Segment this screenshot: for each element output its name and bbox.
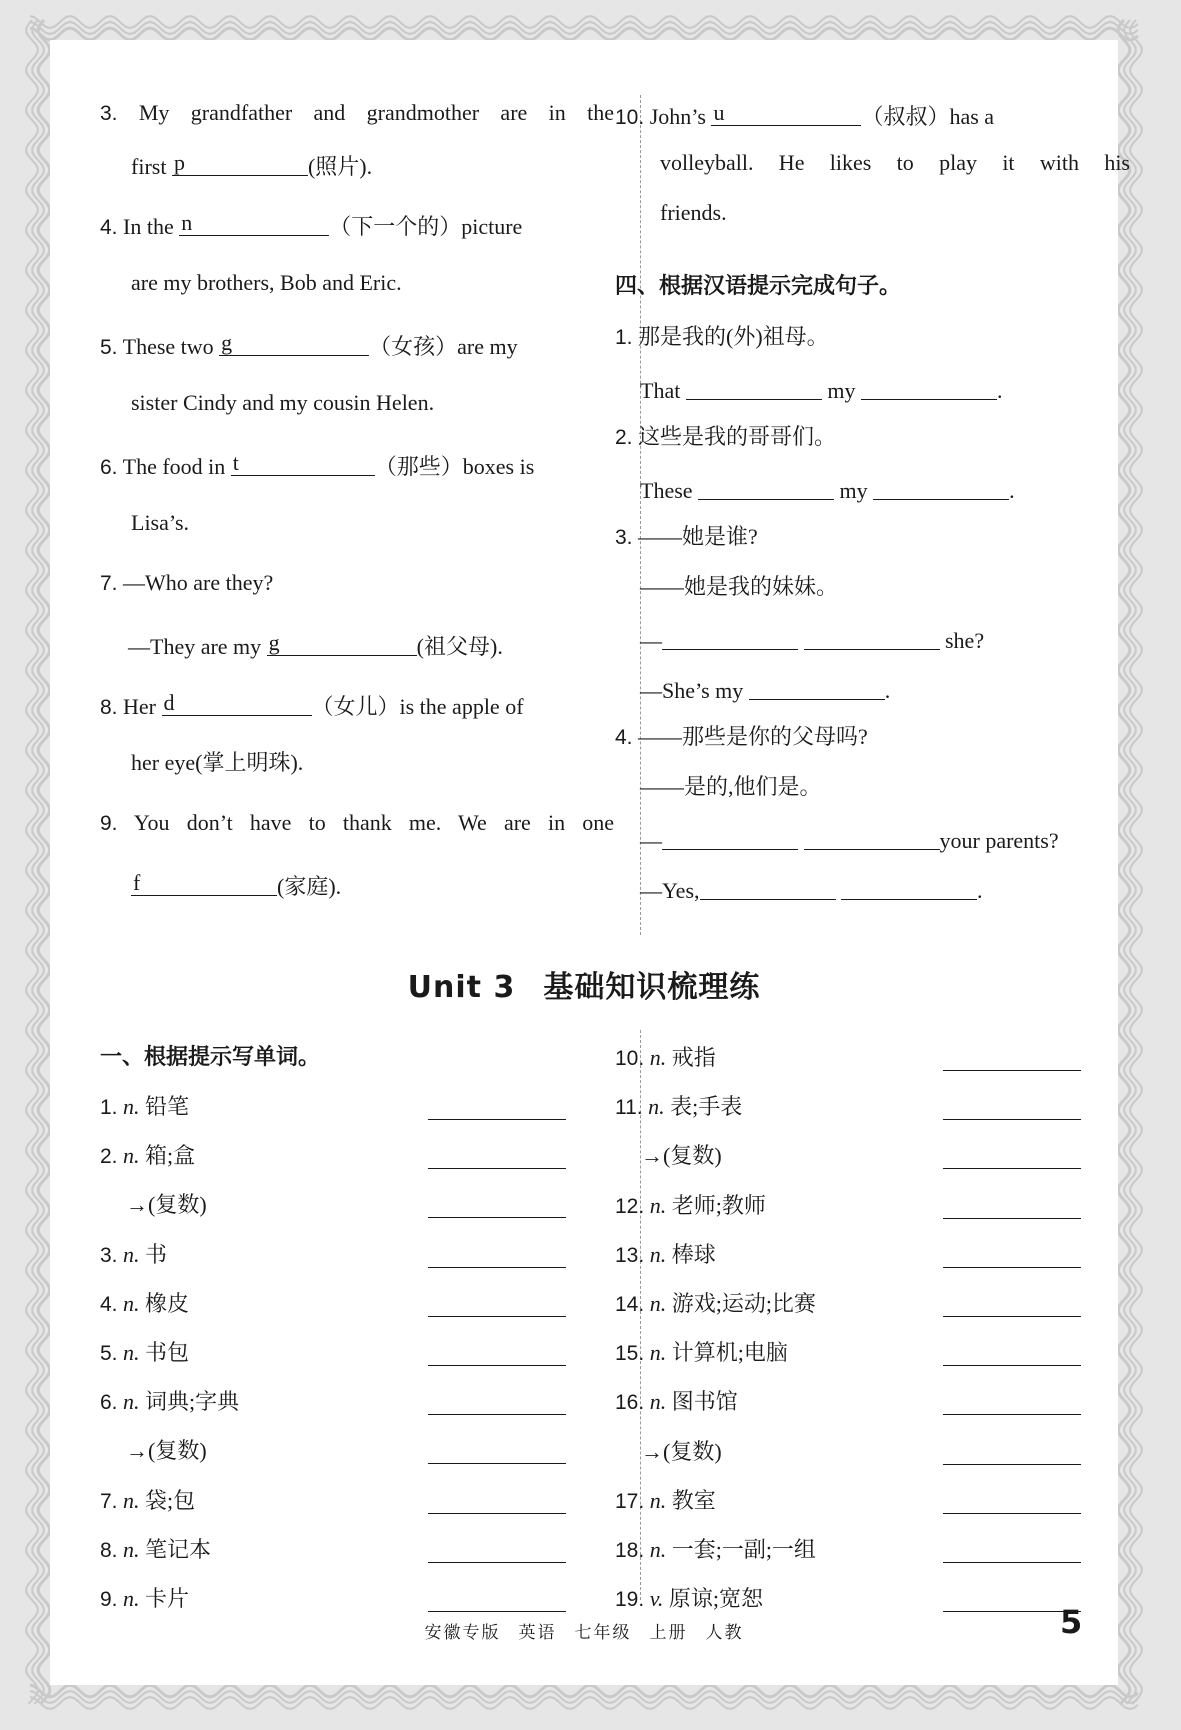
word-hint: 戒指 [671,1045,716,1070]
page-footer: 安徽专版 英语 七年级 上册 人教 [424,1623,744,1643]
word-hint: 游戏;运动;比赛 [671,1291,816,1316]
word-item [615,1092,742,1123]
s4-item-3-en2: —She’s my . [640,672,890,706]
s4-item-3-en1: — she? [640,622,984,656]
section-4-title: 四、根据汉语提示完成句子。 [615,274,902,299]
item-number: 12. [615,1194,645,1218]
item-4-line2: are my brothers, Bob and Eric. [131,270,402,295]
item-9-line2: f (家庭). [133,870,342,899]
word-item [100,1387,239,1418]
answer-blank[interactable] [231,450,375,476]
answer-blank[interactable] [428,1462,566,1464]
answer-blank[interactable] [662,824,798,850]
answer-blank[interactable] [943,1167,1081,1169]
answer-blank[interactable] [943,1413,1081,1415]
part-of-speech: n. [649,1291,667,1316]
answer-blank[interactable] [267,630,417,656]
item-number: 4. [100,1292,118,1316]
item-4-line1: 4. In the n （下一个的）picture [100,210,523,239]
item-number: 19. [615,1588,645,1612]
answer-blank[interactable] [943,1217,1081,1219]
answer-blank[interactable] [662,624,798,650]
item-number: 6. [100,1391,118,1415]
part-of-speech: n. [123,1290,140,1316]
answer-blank[interactable] [428,1216,566,1218]
item-number: 13. [615,1243,645,1267]
word-item [100,1338,189,1369]
s4-item-3-cn: 3. ——她是谁? [615,524,758,549]
item-9-line1: 9. You don’t have to thank me. We are in one [100,810,614,835]
word-item [641,1437,722,1467]
word-hint: 笔记本 [145,1536,212,1562]
item-7-line1: 7. —Who are they? [100,570,274,595]
word-item [100,1584,189,1615]
worksheet-page [50,40,1130,1685]
word-hint: 一套;一副;一组 [671,1537,816,1562]
word-item [615,1191,766,1222]
word-item [615,1486,716,1517]
item-number: 9. [100,1588,118,1611]
item-6-line2: Lisa’s. [131,510,190,535]
item-number: 17. [615,1489,645,1513]
part-of-speech: n. [123,1143,140,1169]
part-of-speech: n. [649,1487,667,1513]
answer-blank[interactable] [428,1167,566,1169]
word-item [100,1141,195,1172]
word-hint: 教室 [671,1487,716,1513]
answer-blank[interactable] [711,100,861,126]
answer-blank[interactable] [428,1118,566,1120]
word-item [615,1240,716,1271]
word-hint: 老师;教师 [671,1192,766,1218]
answer-blank[interactable] [428,1561,566,1563]
part-of-speech: n. [649,1192,667,1218]
s4-item-4-en2: —Yes, . [640,872,983,906]
s4-item-1-en: That my . [640,372,1002,406]
word-hint: →(复数) [641,1143,722,1169]
word-hint: 棒球 [671,1241,716,1267]
word-hint: 箱;盒 [145,1143,196,1169]
word-hint: 卡片 [145,1586,190,1611]
word-hint: 书包 [145,1340,190,1365]
part-of-speech: n. [648,1094,665,1120]
answer-blank[interactable] [428,1413,566,1415]
unit-title: Unit 3 基础知识梳理练 [407,970,761,1005]
word-item [100,1486,195,1517]
word-hint: →(复数) [126,1438,207,1464]
s4-item-4-cn2: ——是的,他们是。 [640,774,822,799]
answer-blank[interactable] [179,210,329,236]
s4-item-2-en: These my . [640,472,1015,506]
word-hint: 表;手表 [670,1094,743,1120]
item-number: 15. [615,1342,645,1366]
answer-blank[interactable] [943,1561,1081,1563]
s4-item-4-cn: 4. ——那些是你的父母吗? [615,724,868,749]
item-8-line2: her eye(掌上明珠). [131,750,304,775]
answer-blank[interactable] [804,624,940,650]
answer-blank[interactable] [698,474,834,500]
item-number: 5. [100,1342,118,1365]
part-of-speech: n. [123,1586,140,1611]
item-number: 7. [100,1489,118,1513]
column-divider-top [640,95,641,935]
frame-wave [30,1685,1138,1697]
item-number: 14. [615,1293,645,1316]
item-7-line2: —They are my g (祖父母). [128,630,503,659]
part-of-speech: n. [123,1094,140,1119]
item-number: 8. [100,1538,118,1562]
item-10-line1: 10. John’s u （叔叔）has a [615,100,995,129]
s4-item-4-en1: — your parents? [640,822,1059,856]
answer-blank[interactable] [943,1069,1081,1071]
answer-blank[interactable] [804,824,940,850]
part-of-speech: n. [123,1389,140,1415]
part-of-speech: n. [649,1045,667,1070]
word-hint: →(复数) [126,1192,207,1218]
s4-item-2-cn: 2. 这些是我的哥哥们。 [615,424,837,449]
answer-blank[interactable] [172,150,308,176]
item-8-line1: 8. Her d （女儿）is the apple of [100,690,524,719]
item-number: 18. [615,1539,645,1562]
item-5-line1: 5. These two g （女孩）are my [100,330,518,359]
word-item [100,1535,211,1566]
part-of-speech: n. [123,1487,140,1513]
word-item [615,1289,816,1320]
item-number: 10. [615,1047,645,1070]
answer-blank[interactable] [219,330,369,356]
word-item [615,1387,738,1418]
s4-item-3-cn2: ——她是我的妹妹。 [640,574,839,599]
page-number: 5 [1060,1603,1083,1641]
answer-blank[interactable] [686,374,822,400]
item-10-line2: volleyball. He likes to play it with his [660,150,1130,175]
word-hint: 图书馆 [671,1389,738,1415]
answer-blank[interactable] [943,1512,1081,1514]
item-6-line1: 6. The food in t （那些）boxes is [100,450,535,479]
item-number: 1. [100,1096,118,1119]
word-hint: 铅笔 [145,1094,190,1119]
word-item [615,1043,716,1074]
answer-blank[interactable] [428,1364,566,1366]
answer-blank[interactable] [943,1463,1081,1465]
item-number: 11. [615,1096,643,1120]
word-hint: 原谅;宽恕 [668,1586,763,1612]
answer-blank[interactable] [131,870,277,896]
part-of-speech: n. [123,1340,140,1365]
answer-blank[interactable] [943,1364,1081,1366]
item-number: 2. [100,1145,118,1169]
word-item [126,1436,207,1466]
answer-blank[interactable] [428,1315,566,1317]
answer-blank[interactable] [428,1266,566,1268]
word-item [615,1584,763,1615]
word-item [641,1141,722,1171]
part-of-speech: n. [649,1389,667,1415]
item-5-line2: sister Cindy and my cousin Helen. [131,390,435,415]
answer-blank[interactable] [841,874,977,900]
item-10-line3: friends. [660,200,727,225]
word-hint: 书 [145,1241,168,1267]
s4-item-1-cn: 1. 那是我的(外)祖母。 [615,324,829,349]
word-hint: 袋;包 [145,1487,196,1513]
part-of-speech: v. [649,1586,664,1612]
answer-blank[interactable] [943,1315,1081,1317]
answer-blank[interactable] [943,1266,1081,1268]
answer-blank[interactable] [428,1610,566,1612]
part-of-speech: n. [649,1241,667,1267]
word-item [100,1092,189,1123]
frame-wave [30,16,1138,28]
word-hint: 计算机;电脑 [671,1340,788,1366]
word-item [615,1338,788,1369]
part-of-speech: n. [649,1340,667,1366]
word-hint: 橡皮 [145,1290,190,1316]
answer-blank[interactable] [873,474,1009,500]
part-of-speech: n. [649,1537,667,1562]
part-of-speech: n. [123,1536,140,1562]
part-of-speech: n. [123,1241,140,1267]
answer-blank[interactable] [162,690,312,716]
answer-blank[interactable] [861,374,997,400]
word-item [126,1190,207,1220]
answer-blank[interactable] [428,1512,566,1514]
section-1-title: 一、根据提示写单词。 [100,1045,321,1070]
item-3-line2: first p (照片). [131,150,373,179]
item-number: 16. [615,1391,645,1415]
word-item [100,1289,189,1320]
item-number: 3. [100,1243,118,1267]
answer-blank[interactable] [943,1118,1081,1120]
word-item [615,1535,816,1566]
word-hint: 词典;字典 [145,1389,240,1415]
word-hint: →(复数) [641,1438,722,1464]
answer-blank[interactable] [749,674,885,700]
word-item [100,1240,167,1271]
item-3-line1: 3. My grandfather and grandmother are in the [100,100,614,125]
answer-blank[interactable] [700,874,836,900]
